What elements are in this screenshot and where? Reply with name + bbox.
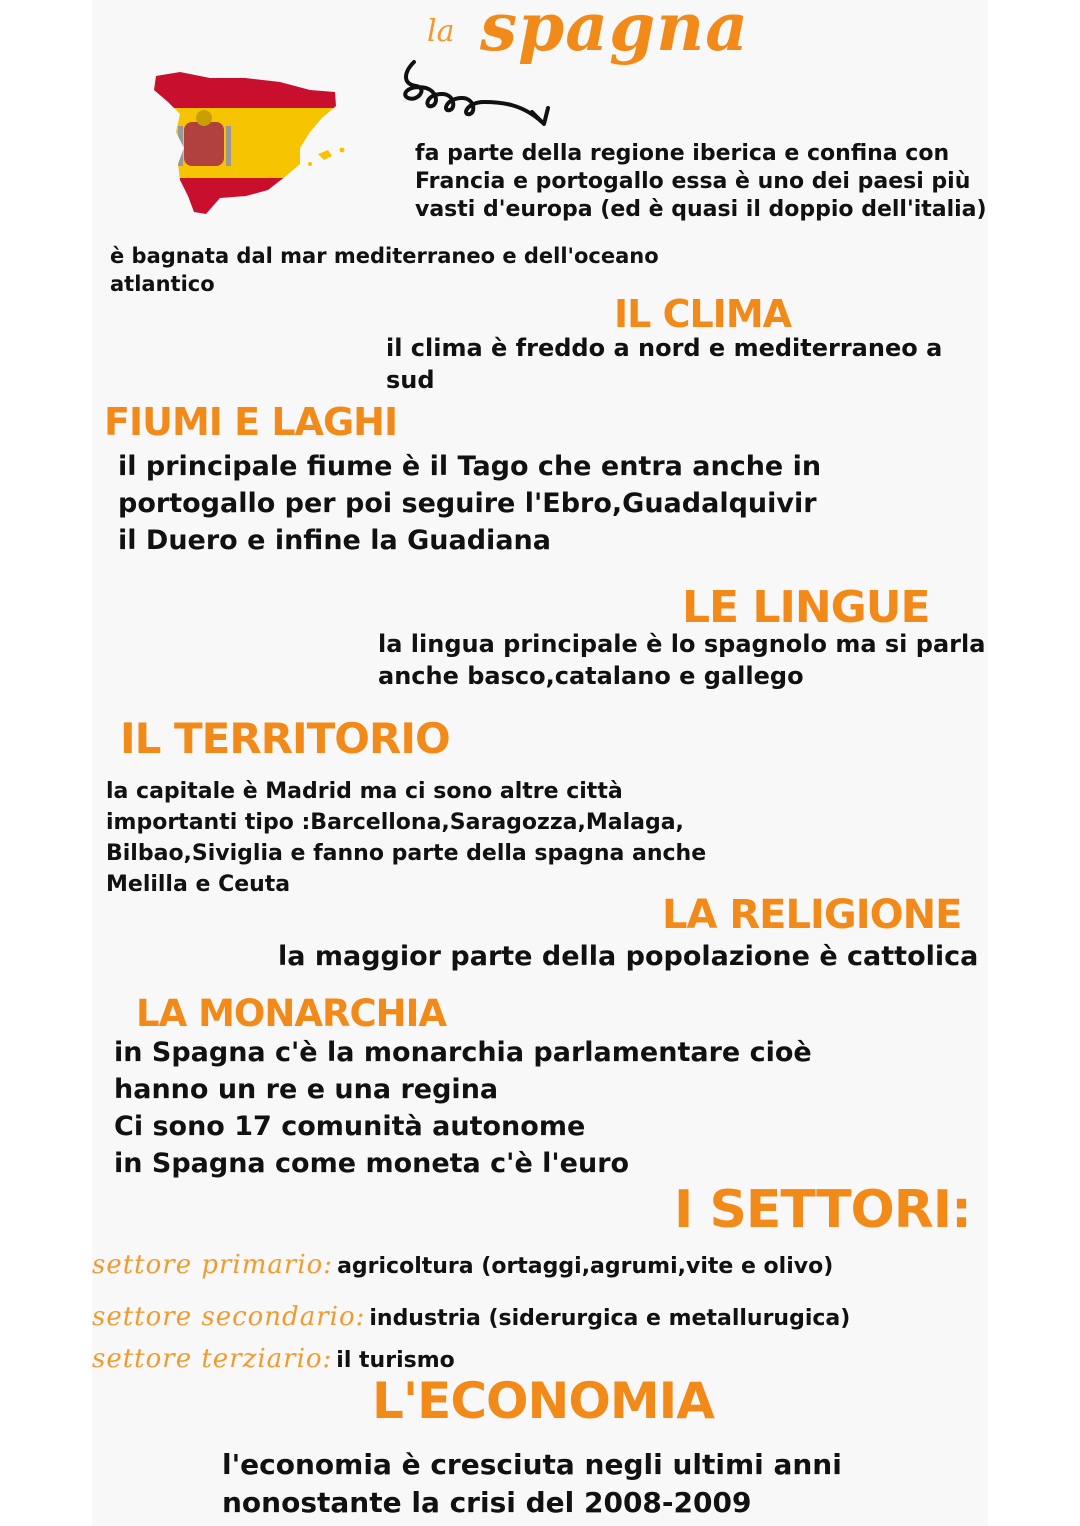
territorio-text: la capitale è Madrid ma ci sono altre città importanti tipo :Barcellona,Saragozza,Malaga, Bilbao,Siviglia e fanno parte della spagna anche Melilla e Ceuta (106, 779, 707, 897)
page (92, 0, 988, 1526)
settore-label: settore primario: (92, 1250, 334, 1280)
title-article: la (427, 14, 455, 49)
settore-primario (92, 1250, 833, 1280)
seas-text: è bagnata dal mar mediterraneo e dell'oceano atlantico (110, 244, 659, 296)
intro-text: fa parte della regione iberica e confina con Francia e portogallo essa è uno dei paesi più vasti d'europa (ed è quasi il doppio dell'italia) (415, 141, 987, 222)
economia-text: l'economia è cresciuta negli ultimi anni nonostante la crisi del 2008-2009 (222, 1448, 842, 1519)
monarchia-text: in Spagna c'è la monarchia parlamentare cioè hanno un re e una regina Ci sono 17 comunità autonome in Spagna come moneta c'è l'euro (114, 1037, 812, 1179)
settore-value: il turismo (336, 1348, 455, 1373)
curly-arrow-icon (392, 58, 562, 138)
settore-label: settore secondario: (92, 1302, 366, 1332)
spain-flag-map-icon (150, 68, 360, 218)
heading-settori: I SETTORI: (674, 1180, 971, 1240)
heading-territorio: IL TERRITORIO (120, 714, 450, 763)
lingue-text: la lingua principale è lo spagnolo ma si parla anche basco,catalano e gallego (378, 630, 986, 690)
heading-fiumi: FIUMI E LAGHI (104, 400, 398, 444)
settore-label: settore terziario: (92, 1344, 333, 1374)
heading-monarchia: LA MONARCHIA (136, 992, 446, 1035)
heading-religione: LA RELIGIONE (662, 892, 962, 938)
settore-secondario (92, 1302, 850, 1332)
heading-lingue: LE LINGUE (682, 582, 930, 633)
settore-value: agricoltura (ortaggi,agrumi,vite e olivo) (337, 1254, 834, 1279)
religione-text: la maggior parte della popolazione è cattolica (278, 941, 979, 972)
settore-value: industria (siderurgica e metallurugica) (369, 1306, 851, 1331)
clima-text: il clima è freddo a nord e mediterraneo a sud (386, 334, 943, 394)
heading-clima: IL CLIMA (614, 292, 792, 336)
settore-terziario (92, 1344, 455, 1374)
page-title: spagna (480, 0, 749, 66)
fiumi-text: il principale fiume è il Tago che entra anche in portogallo per poi seguire l'Ebro,Guadalquivir il Duero e infine la Guadiana (118, 451, 822, 556)
heading-economia: L'ECONOMIA (372, 1372, 714, 1430)
